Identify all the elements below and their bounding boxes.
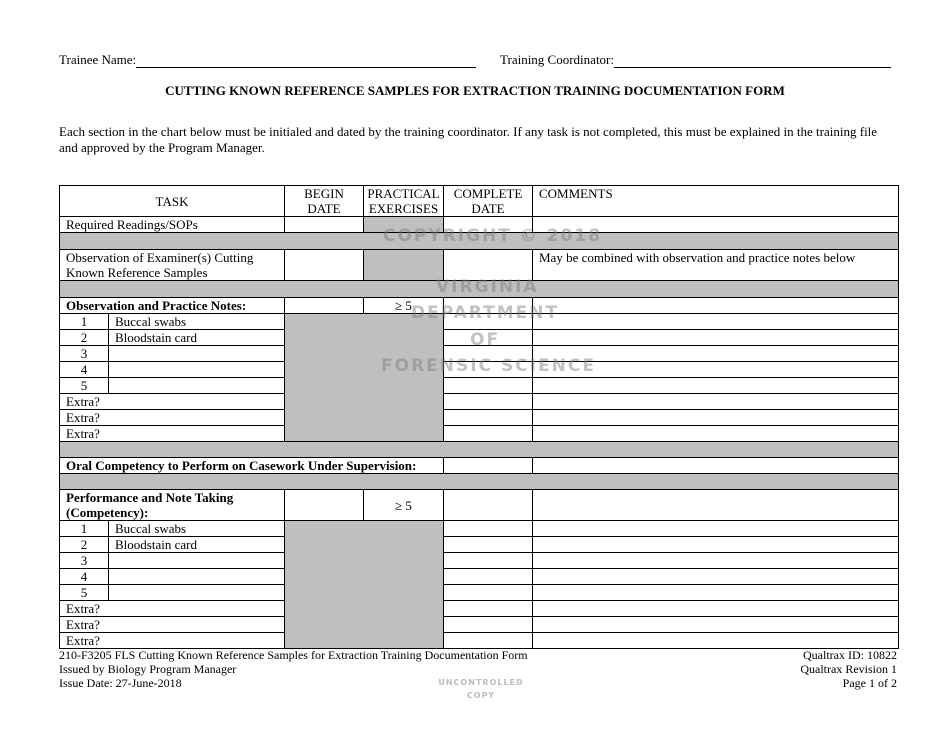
table-row	[60, 537, 899, 553]
item-label: Buccal swabs	[109, 521, 285, 537]
item-label: Buccal swabs	[109, 314, 285, 330]
begin-date-cell	[285, 298, 364, 314]
table-row	[60, 298, 899, 314]
begin-date-cell	[285, 250, 364, 281]
shaded-block	[285, 521, 444, 649]
table-row	[60, 458, 899, 474]
training-coordinator-label: Training Coordinator:	[500, 52, 614, 67]
item-number: 2	[60, 537, 109, 553]
table-row	[60, 490, 899, 521]
comments-cell	[533, 521, 899, 537]
comments-cell	[533, 378, 899, 394]
comments-cell	[533, 553, 899, 569]
section-observation-practice-notes: Observation and Practice Notes:	[60, 298, 285, 314]
complete-date-cell	[444, 394, 533, 410]
uncontrolled-text: UNCONTROLLED	[438, 678, 524, 687]
comments-cell	[533, 617, 899, 633]
watermark-department: DEPARTMENT	[411, 303, 560, 323]
complete-date-cell	[444, 378, 533, 394]
table-row	[60, 362, 899, 378]
form-title: CUTTING KNOWN REFERENCE SAMPLES FOR EXTRACTION TRAINING DOCUMENTATION FORM	[165, 83, 785, 98]
trainee-name-field	[59, 52, 476, 68]
item-number: Extra?	[60, 601, 285, 617]
complete-date-cell	[444, 314, 533, 330]
complete-date-cell	[444, 217, 533, 233]
comments-cell	[533, 458, 899, 474]
comments-cell	[533, 330, 899, 346]
comments-cell	[533, 314, 899, 330]
item-number: Extra?	[60, 426, 285, 442]
item-number: 1	[60, 521, 109, 537]
table-row	[60, 521, 899, 537]
item-number: 2	[60, 330, 109, 346]
footer-issue-date: Issue Date: 27-June-2018	[59, 676, 182, 690]
comments-cell	[533, 633, 899, 649]
separator-row	[60, 281, 899, 298]
begin-date-cell	[285, 490, 364, 521]
separator-row	[60, 442, 899, 458]
comments-cell	[533, 362, 899, 378]
item-label	[109, 346, 285, 362]
footer-doc-id: 210-F3205 FLS Cutting Known Reference Samples for Extraction Training Documentation Form	[59, 648, 528, 662]
uncontrolled-copy-stamp	[436, 676, 526, 702]
table-row	[60, 250, 899, 281]
comments-cell	[533, 569, 899, 585]
comments-cell	[533, 217, 899, 233]
footer-qualtrax-revision: Qualtrax Revision 1	[800, 662, 897, 676]
table-row	[60, 553, 899, 569]
complete-date-cell	[444, 298, 533, 314]
footer-issued-by: Issued by Biology Program Manager	[59, 662, 237, 676]
section-performance-note-taking: Performance and Note Taking (Competency):	[60, 490, 285, 521]
table-row	[60, 346, 899, 362]
watermark-of: OF	[470, 330, 501, 350]
table-row	[60, 410, 899, 426]
complete-date-cell	[444, 410, 533, 426]
task-observation-examiner: Observation of Examiner(s) Cutting Known Reference Samples	[60, 250, 285, 281]
complete-date-cell	[444, 569, 533, 585]
comments-cell	[533, 601, 899, 617]
item-label	[109, 362, 285, 378]
item-number: 5	[60, 585, 109, 601]
complete-date-cell	[444, 601, 533, 617]
header-comments: COMMENTS	[533, 186, 899, 217]
item-label	[109, 585, 285, 601]
separator-row	[60, 474, 899, 490]
intro-paragraph: Each section in the chart below must be initialed and dated by the training coordinator. If any task is not completed, this must be explained in the training file and approved by the Program Manager.	[59, 124, 878, 155]
training-coordinator-field	[500, 52, 891, 68]
shaded-block	[285, 314, 444, 442]
comments-cell	[533, 346, 899, 362]
item-number: Extra?	[60, 617, 285, 633]
item-number: Extra?	[60, 394, 285, 410]
header-begin-date: BEGIN DATE	[285, 186, 364, 217]
complete-date-cell	[444, 426, 533, 442]
item-label: Bloodstain card	[109, 537, 285, 553]
practical-cell-shaded	[364, 250, 444, 281]
watermark-virginia: VIRGINIA	[436, 277, 539, 297]
complete-date-cell	[444, 458, 533, 474]
item-label: Bloodstain card	[109, 330, 285, 346]
item-number: Extra?	[60, 633, 285, 649]
complete-date-cell	[444, 330, 533, 346]
complete-date-cell	[444, 617, 533, 633]
complete-date-cell	[444, 250, 533, 281]
comments-cell	[533, 410, 899, 426]
comments-cell	[533, 426, 899, 442]
comments-cell	[533, 537, 899, 553]
trainee-name-blank	[136, 53, 476, 68]
item-number: Extra?	[60, 410, 285, 426]
section2-practical-requirement: ≥ 5	[364, 490, 444, 521]
table-row	[60, 585, 899, 601]
header-task: TASK	[60, 186, 285, 217]
item-number: 5	[60, 378, 109, 394]
complete-date-cell	[444, 585, 533, 601]
begin-date-cell	[285, 217, 364, 233]
section-oral-competency: Oral Competency to Perform on Casework Under Supervision:	[60, 458, 444, 474]
table-row	[60, 378, 899, 394]
item-label	[109, 553, 285, 569]
table-row	[60, 617, 899, 633]
complete-date-cell	[444, 346, 533, 362]
practical-cell-shaded	[364, 217, 444, 233]
watermark-copyright: COPYRIGHT © 2018	[383, 226, 603, 246]
footer-qualtrax-id: Qualtrax ID: 10822	[803, 648, 897, 662]
item-number: 4	[60, 569, 109, 585]
trainee-name-label: Trainee Name:	[59, 52, 137, 67]
separator-row	[60, 233, 899, 250]
table-row	[60, 601, 899, 617]
item-number: 3	[60, 346, 109, 362]
table-row	[60, 394, 899, 410]
item-label	[109, 378, 285, 394]
complete-date-cell	[444, 553, 533, 569]
table-row	[60, 426, 899, 442]
copy-text: COPY	[466, 691, 496, 700]
observation-comment: May be combined with observation and practice notes below	[533, 250, 899, 281]
item-number: 3	[60, 553, 109, 569]
task-required-readings: Required Readings/SOPs	[60, 217, 285, 233]
complete-date-cell	[444, 633, 533, 649]
section1-practical-requirement: ≥ 5	[364, 298, 444, 314]
footer-right	[800, 648, 897, 690]
comments-cell	[533, 585, 899, 601]
table-row	[60, 569, 899, 585]
training-documentation-table	[59, 185, 899, 649]
table-row	[60, 633, 899, 649]
table-row	[60, 330, 899, 346]
comments-cell	[533, 394, 899, 410]
item-label	[109, 569, 285, 585]
table-row	[60, 217, 899, 233]
table-header-row	[60, 186, 899, 217]
item-number: 1	[60, 314, 109, 330]
comments-cell	[533, 490, 899, 521]
complete-date-cell	[444, 490, 533, 521]
complete-date-cell	[444, 521, 533, 537]
complete-date-cell	[444, 537, 533, 553]
watermark-forensic-science: FORENSIC SCIENCE	[381, 356, 596, 376]
training-coordinator-blank	[614, 53, 891, 68]
table-row	[60, 314, 899, 330]
comments-cell	[533, 298, 899, 314]
item-number: 4	[60, 362, 109, 378]
footer-page-number: Page 1 of 2	[842, 676, 897, 690]
header-complete-date: COMPLETE DATE	[444, 186, 533, 217]
complete-date-cell	[444, 362, 533, 378]
header-practical-exercises: PRACTICAL EXERCISES	[364, 186, 444, 217]
